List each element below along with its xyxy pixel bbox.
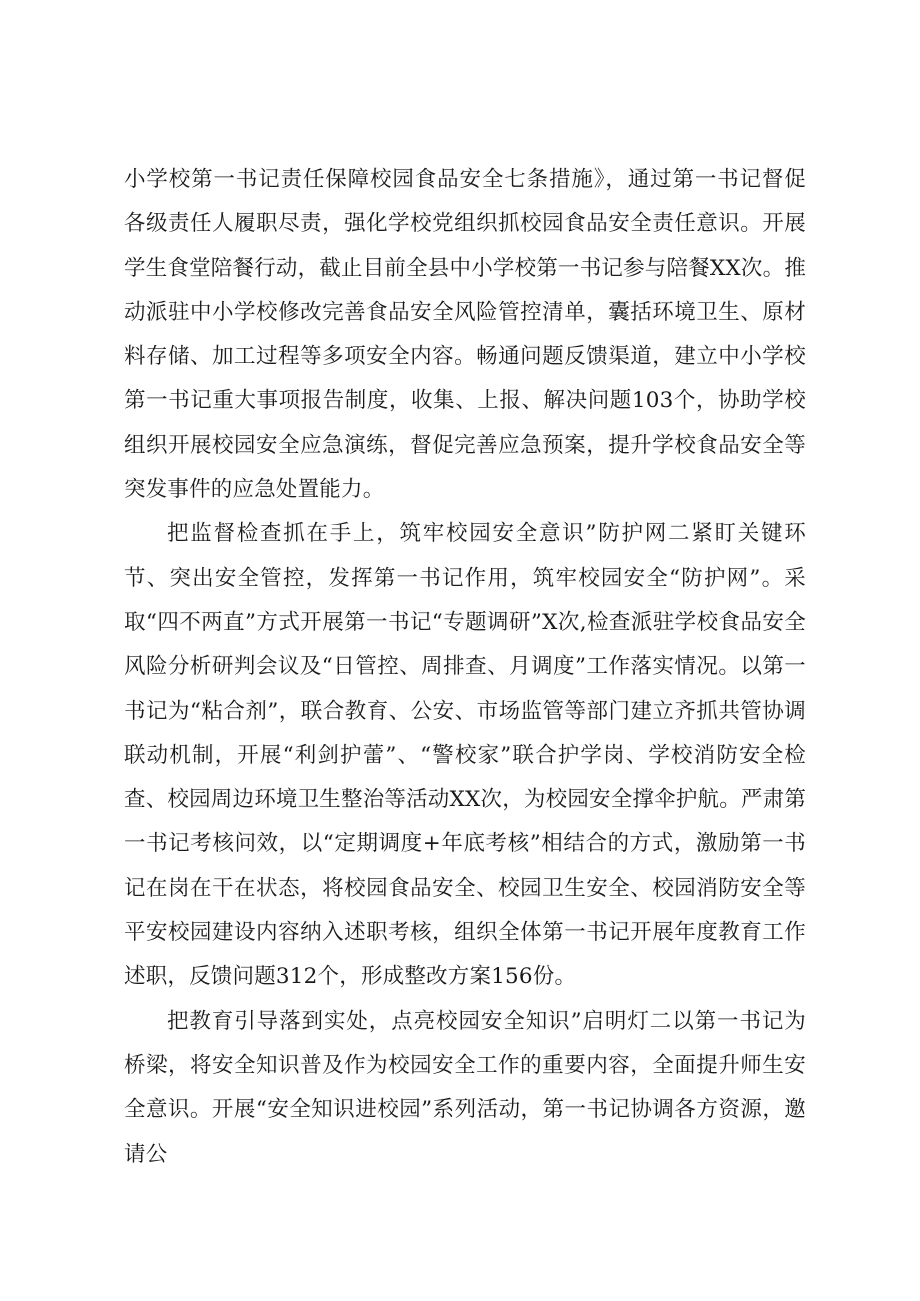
paragraph-2: 把监督检查抓在手上，筑牢校园安全意识”防护网二紧盯关键环节、突出安全管控，发挥第一书记作用，筑牢校园安全“防护网”。采取“四不两直”方式开展第一书记“专题调研”X次,检查派驻学校食品安全风险分析研判会议及“日管控、周排查、月调度”工作落实情况。以第一书记为“粘合剂”，联合教育、公安、市场监管等部门建立齐抓共管协调联动机制，开展“利剑护蕾”、“警校家”联合护学岗、学校消防安全检查、校园周边环境卫生整治等活动XX次，为校园安全撑伞护航。严肃第一书记考核问效，以“定期调度+年底考核”相结合的方式，激励第一书记在岗在干在状态，将校园食品安全、校园卫生安全、校园消防安全等平安校园建设内容纳入述职考核，组织全体第一书记开展年度教育工作述职，反馈问题312个，形成整改方案156份。 (124, 521, 807, 990)
paragraph-1: 小学校第一书记责任保障校园食品安全七条措施》，通过第一书记督促各级责任人履职尽责，强化学校党组织抓校园食品安全责任意识。开展学生食堂陪餐行动，截止目前全县中小学校第一书记参与陪餐XX次。推动派驻中小学校修改完善食品安全风险管控清单，囊括环境卫生、原材料存储、加工过程等多项安全内容。畅通问题反馈渠道，建立中小学校第一书记重大事项报告制度，收集、上报、解决问题103个，协助学校组织开展校园安全应急演练，督促完善应急预案，提升学校食品安全等突发事件的应急处置能力。 (124, 167, 807, 503)
paragraph-3: 把教育引导落到实处，点亮校园安全知识”启明灯二以第一书记为桥梁，将安全知识普及作为校园安全工作的重要内容，全面提升师生安全意识。开展“安全知识进校园”系列活动，第一书记协调各方资源，邀请公 (124, 1008, 806, 1167)
document-body (124, 158, 806, 1177)
